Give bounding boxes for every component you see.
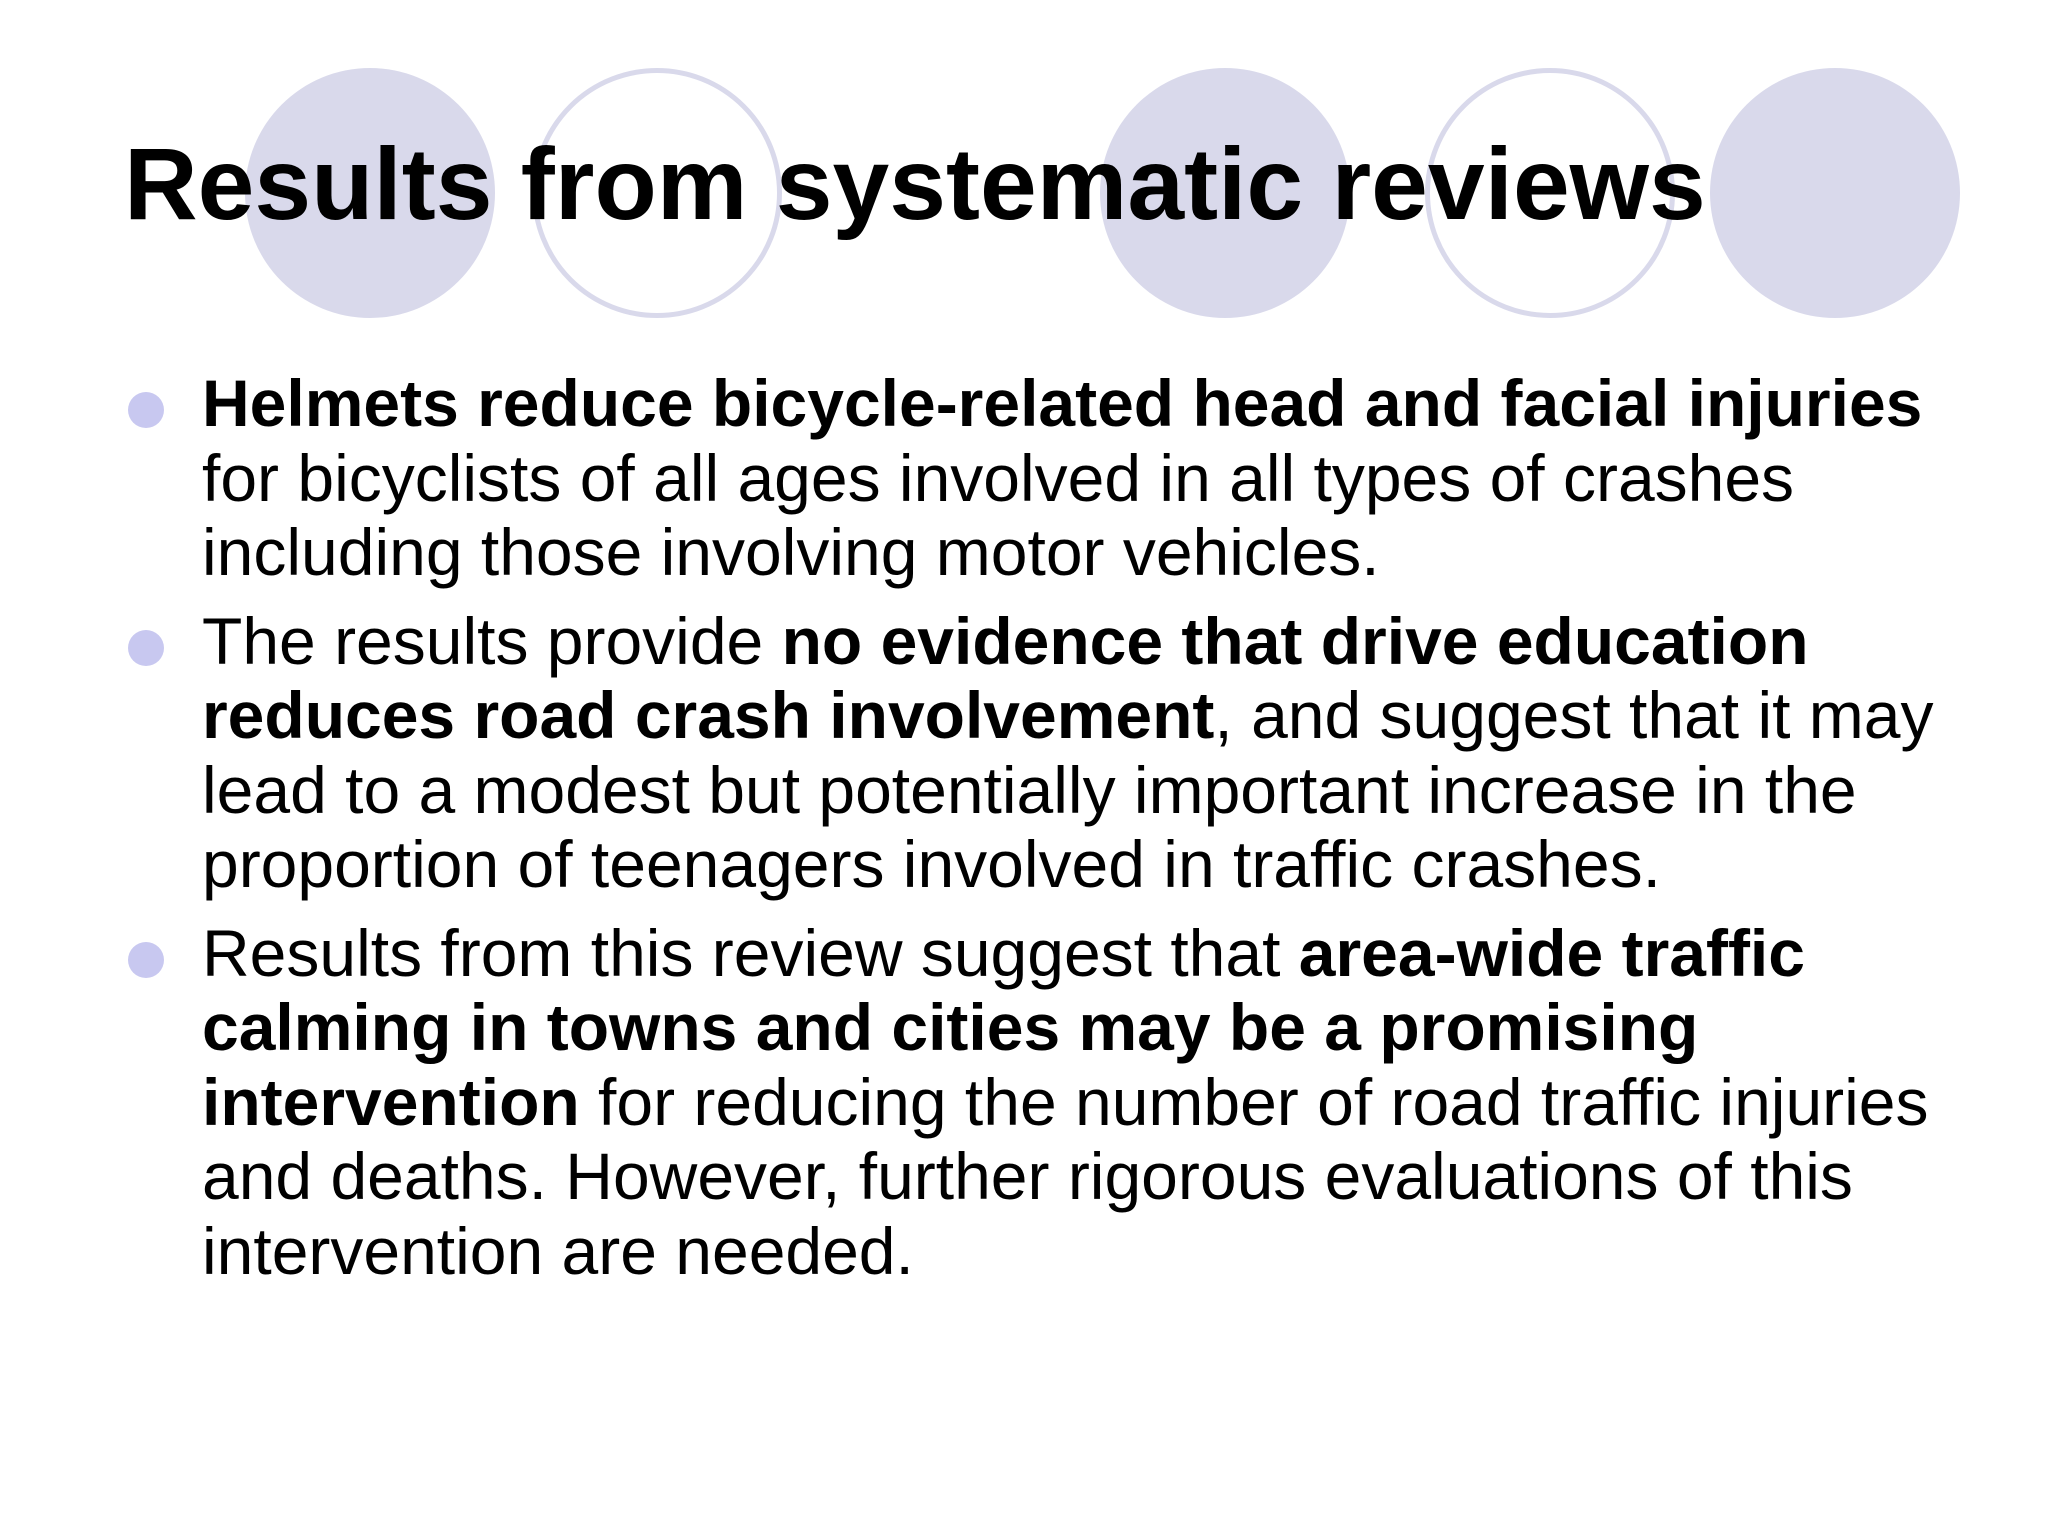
- bullet-item-traffic-calming: [126, 916, 1956, 1289]
- slide-title: Results from systematic reviews: [124, 127, 1706, 241]
- bullet-plain-text: The results provide: [202, 603, 782, 678]
- bullet-list: [126, 366, 1956, 1302]
- bullet-text: [202, 604, 1933, 902]
- bullet-dot-icon: [128, 392, 164, 428]
- bullet-bold-text: area-wide traffic calming in towns and cities may be a promising intervention: [202, 915, 1805, 1139]
- bullet-plain-text: , and suggest that it may lead to a modest but potentially important increase in the proportion of teenagers involved in traffic crashes.: [202, 678, 1934, 901]
- bullet-plain-text: Results from this review suggest that: [202, 915, 1299, 990]
- bullet-item-driver-education: [126, 604, 1956, 902]
- bullet-plain-text: for bicyclists of all ages involved in all types of crashes including those involving motor vehicles.: [202, 440, 1795, 589]
- bullet-dot-icon: [128, 942, 164, 978]
- bullet-plain-text: for reducing the number of road traffic injuries and deaths. However, further rigorous evaluations of this intervention are needed.: [202, 1064, 1929, 1288]
- bullet-dot-icon: [128, 630, 164, 666]
- bullet-text: [202, 366, 1922, 589]
- decorative-circle-5: [1710, 68, 1960, 318]
- bullet-item-helmets: [126, 366, 1956, 590]
- bullet-text: [202, 916, 1929, 1288]
- bullet-bold-text: no evidence that drive education reduces road crash involvement: [202, 603, 1809, 752]
- bullet-bold-text: Helmets reduce bicycle-related head and facial injuries: [202, 366, 1923, 440]
